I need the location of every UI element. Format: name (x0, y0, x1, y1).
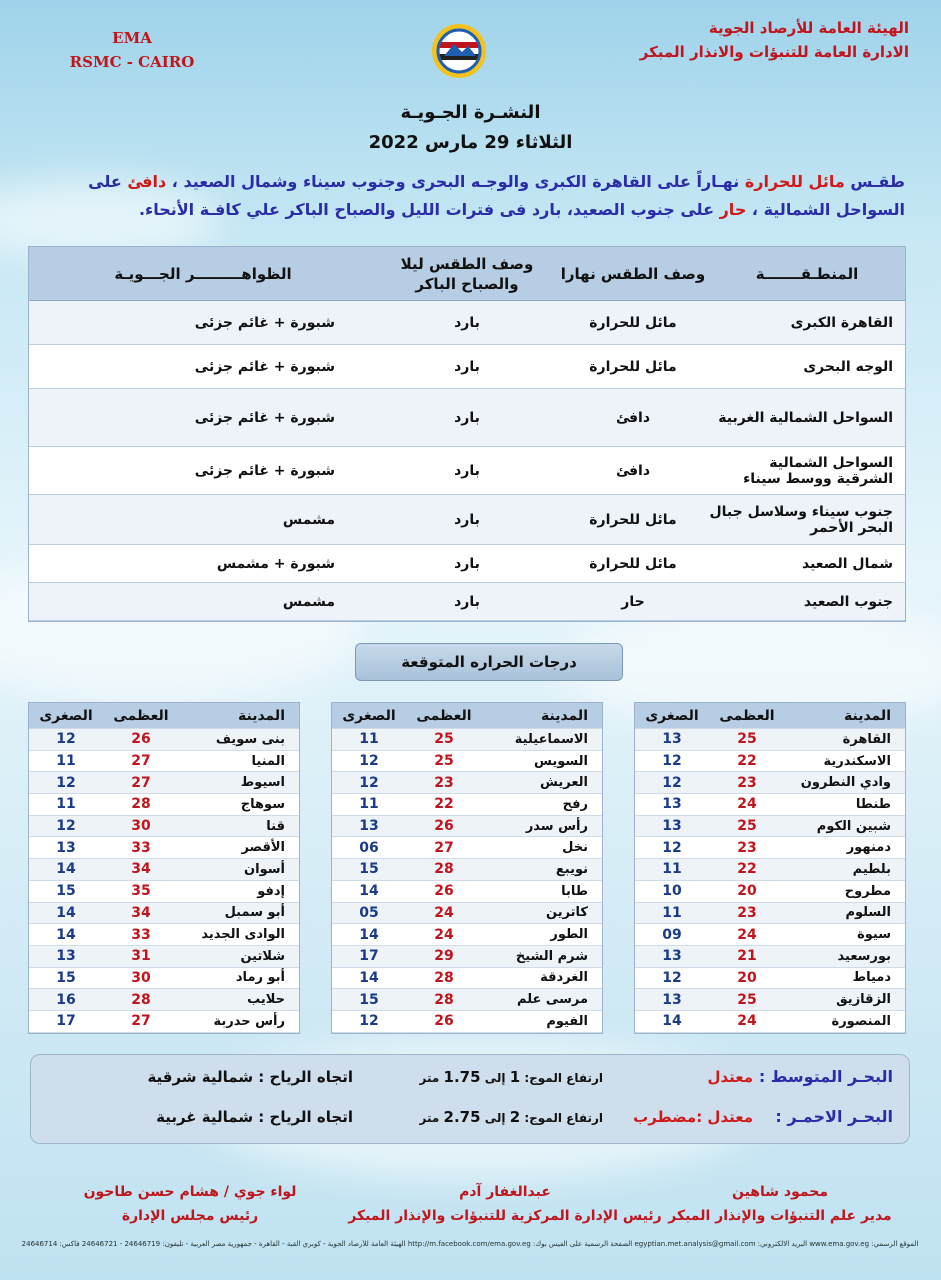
signatory-role: رئيس الإدارة المركزية للتنبؤات والإنذار المبكر (348, 1208, 662, 1224)
max-temp: 23 (737, 774, 757, 791)
sea-med-wind: اتجاه الرياح : شمالية شرقية (147, 1067, 353, 1086)
max-header: العظمى (416, 707, 472, 724)
ema-logo-icon (424, 22, 494, 80)
temp-row (332, 859, 602, 881)
max-temp: 25 (737, 818, 757, 835)
max-temp: 30 (131, 969, 151, 986)
sea-red-wind: اتجاه الرياح : شمالية غربية (156, 1107, 353, 1126)
org-english-header (62, 26, 202, 74)
city-name: شرم الشيخ (515, 948, 588, 964)
summary-highlight: مائل للحرارة (744, 172, 845, 191)
city-name: الأقصر (241, 840, 285, 856)
bulletin-heading: النشـرة الجـويـة (400, 102, 541, 123)
temp-row (29, 989, 299, 1011)
min-header: الصغرى (645, 707, 699, 724)
min-temp: 12 (662, 969, 682, 986)
city-name: الطور (550, 927, 588, 943)
min-temp: 14 (359, 969, 379, 986)
city-name: طابا (561, 883, 588, 899)
city-name: المنصورة (831, 1013, 891, 1029)
temp-row (332, 751, 602, 773)
temp-row (635, 837, 905, 859)
max-temp: 20 (737, 969, 757, 986)
temp-row (635, 881, 905, 903)
temp-header-row (332, 703, 602, 729)
day-cell: مائل للحرارة (589, 358, 677, 375)
max-temp: 24 (434, 926, 454, 943)
city-name: الزقازيق (836, 992, 891, 1008)
max-temp: 21 (737, 948, 757, 965)
min-temp: 13 (662, 818, 682, 835)
city-name: سوهاج (240, 796, 285, 812)
temp-row (332, 881, 602, 903)
summary-text: نهـاراً على القاهرة الكبرى والوجـه البحرى وجنوب سيناء وشمال الصعيد ، (171, 172, 740, 191)
temp-row (29, 903, 299, 925)
max-temp: 28 (434, 969, 454, 986)
city-name: رأس سدر (525, 818, 588, 834)
signatory-name: محمود شاهين (731, 1184, 829, 1200)
temp-row (29, 1011, 299, 1033)
city-name: شلاتين (240, 948, 285, 964)
min-temp: 06 (359, 839, 379, 856)
city-name: الاسكندرية (823, 753, 891, 769)
max-temp: 27 (131, 753, 151, 770)
min-temp: 13 (662, 948, 682, 965)
col-phenomena-header: الظواهـــــــــر الجـــويـة (114, 264, 292, 283)
temp-row (29, 751, 299, 773)
city-name: نخل (562, 840, 588, 856)
wave-label: ارتفاع الموج: (524, 1070, 603, 1085)
min-temp: 11 (359, 731, 379, 748)
min-temp: 11 (662, 904, 682, 921)
phenomena-cell: شبورة + مشمس (216, 555, 335, 572)
city-name: حلايب (247, 992, 285, 1008)
min-temp: 12 (662, 753, 682, 770)
temp-row (29, 881, 299, 903)
temp-row (635, 989, 905, 1011)
regional-forecast-table (28, 246, 906, 622)
city-name: بورسعيد (837, 948, 891, 964)
temp-row (332, 772, 602, 794)
min-temp: 12 (359, 753, 379, 770)
max-temp: 28 (131, 796, 151, 813)
city-name: القاهرة (842, 731, 891, 747)
max-temp: 26 (434, 818, 454, 835)
wave-unit: متر (419, 1110, 440, 1125)
temp-row (635, 816, 905, 838)
signatory-name: عبدالغفار آدم (459, 1184, 551, 1200)
city-name: شبين الكوم (816, 818, 891, 834)
min-temp: 13 (56, 948, 76, 965)
signature-block (330, 1180, 680, 1228)
wave-to: 1.75 (443, 1067, 481, 1086)
region-cell: القاهرة الكبرى (790, 314, 893, 331)
phenomena-cell: شبورة + غائم جزئى (194, 314, 335, 331)
temp-row (29, 837, 299, 859)
min-temp: 15 (359, 991, 379, 1008)
max-temp: 26 (434, 1013, 454, 1030)
min-temp: 12 (662, 839, 682, 856)
min-temp: 13 (662, 991, 682, 1008)
city-header: المدينة (844, 707, 891, 724)
max-temp: 22 (737, 753, 757, 770)
wave-unit: متر (419, 1070, 440, 1085)
temp-row (332, 1011, 602, 1033)
day-cell: مائل للحرارة (589, 555, 677, 572)
max-temp: 23 (737, 839, 757, 856)
wave-to-label: إلى (484, 1070, 506, 1085)
temp-row (29, 794, 299, 816)
temp-header-row (635, 703, 905, 729)
city-name: مرسى علم (517, 992, 588, 1008)
temp-row (29, 924, 299, 946)
city-name: أبو رماد (235, 970, 285, 986)
max-temp: 24 (737, 926, 757, 943)
city-name: وادي النطرون (800, 775, 891, 791)
sea-med-wave (353, 1068, 603, 1086)
region-cell: الوجه البحرى (803, 358, 893, 375)
city-name: طنطا (855, 796, 891, 812)
city-name: الاسماعيلية (514, 731, 588, 747)
max-temp: 28 (434, 861, 454, 878)
temp-row (29, 946, 299, 968)
min-temp: 14 (56, 904, 76, 921)
city-name: الفيوم (546, 1013, 588, 1029)
col-night-header: وصف الطقس ليلا والصباح الباكر (400, 254, 534, 293)
temp-row (332, 924, 602, 946)
temp-row (332, 968, 602, 990)
temp-row (635, 794, 905, 816)
night-cell: بارد (454, 409, 480, 426)
forecast-row (29, 583, 905, 621)
min-temp: 11 (359, 796, 379, 813)
max-temp: 27 (131, 1013, 151, 1030)
max-temp: 33 (131, 926, 151, 943)
max-temp: 24 (737, 796, 757, 813)
min-temp: 13 (56, 839, 76, 856)
city-name: اسيوط (240, 775, 285, 791)
min-temp: 12 (56, 731, 76, 748)
temp-table-south (28, 702, 300, 1034)
temp-row (635, 751, 905, 773)
temperatures-title-label: درجات الحراره المتوقعة (401, 653, 577, 671)
temperatures-section-title (355, 643, 623, 681)
region-cell: السواحل الشمالية الغربية (718, 409, 893, 426)
wave-to-label: إلى (484, 1110, 506, 1125)
min-temp: 12 (56, 818, 76, 835)
forecast-row (29, 495, 905, 545)
temp-row (635, 859, 905, 881)
city-name: رأس حدربة (213, 1013, 285, 1029)
night-cell: بارد (454, 555, 480, 572)
city-name: أبو سمبل (224, 905, 285, 921)
temp-row (29, 729, 299, 751)
min-temp: 11 (662, 861, 682, 878)
city-name: دمياط (852, 970, 891, 986)
temp-row (635, 772, 905, 794)
max-header: العظمى (719, 707, 775, 724)
min-temp: 05 (359, 904, 379, 921)
city-name: إدفو (257, 883, 285, 899)
min-temp: 09 (662, 926, 682, 943)
min-temp: 14 (359, 883, 379, 900)
max-temp: 22 (737, 861, 757, 878)
sea-conditions-box (30, 1054, 910, 1144)
max-temp: 27 (131, 774, 151, 791)
night-cell: بارد (454, 462, 480, 479)
max-temp: 24 (434, 904, 454, 921)
org-abbrev: EMA (112, 29, 152, 47)
temp-row (332, 816, 602, 838)
sea-red-name: البحـر الاحمـر : (775, 1107, 893, 1126)
max-temp: 28 (434, 991, 454, 1008)
max-temp: 27 (434, 839, 454, 856)
max-temp: 35 (131, 883, 151, 900)
rsmc-label: RSMC - CAIRO (69, 53, 195, 71)
region-cell: جنوب الصعيد (803, 593, 893, 610)
temp-table-north (634, 702, 906, 1034)
temp-header-row (29, 703, 299, 729)
sea-red-row (43, 1107, 893, 1126)
temp-row (635, 1011, 905, 1033)
sea-red-state: معتدل :مضطرب (633, 1107, 753, 1126)
night-cell: بارد (454, 358, 480, 375)
forecast-row (29, 389, 905, 447)
city-name: أسوان (244, 861, 285, 877)
phenomena-cell: مشمس (282, 593, 335, 610)
min-temp: 17 (56, 1013, 76, 1030)
max-temp: 23 (434, 774, 454, 791)
day-cell: مائل للحرارة (589, 511, 677, 528)
wave-from: 2 (509, 1107, 521, 1126)
city-name: نويبع (555, 861, 588, 877)
city-name: رفح (562, 796, 588, 812)
max-temp: 34 (131, 904, 151, 921)
max-temp: 31 (131, 948, 151, 965)
summary-highlight: دافئ (127, 172, 167, 191)
temp-row (635, 968, 905, 990)
city-name: دمنهور (846, 840, 891, 856)
org-name-arabic: الهيئة العامة للأرصاد الجوية (708, 19, 909, 37)
wave-from: 1 (509, 1067, 521, 1086)
min-temp: 11 (56, 753, 76, 770)
city-name: بلطيم (852, 861, 891, 877)
city-name: سيوة (857, 927, 891, 943)
temp-row (332, 837, 602, 859)
min-temp: 14 (56, 861, 76, 878)
contact-footer: الموقع الرسمي: www.ema.gov.eg البريد الالكتروني: egyptian.met.analysis@gmail.com الصفحة الرسمية على الفيس بوك: http://m.facebook.com/ema.gov.eg الهيئة العامة للأرصاد الجوية - كوبري القبة - القاهرة - جمهورية مصر العربية - تليفون: 24646719 - 24646721 فاكس: 24646714 (21, 1240, 919, 1248)
phenomena-cell: شبورة + غائم جزئى (194, 462, 335, 479)
city-name: الغردقة (540, 970, 588, 986)
temp-row (29, 859, 299, 881)
min-temp: 12 (359, 774, 379, 791)
min-temp: 14 (56, 926, 76, 943)
max-temp: 25 (434, 753, 454, 770)
temp-row (332, 989, 602, 1011)
weather-summary (60, 168, 905, 224)
min-temp: 15 (56, 883, 76, 900)
city-name: المنيا (251, 753, 285, 769)
min-temp: 12 (359, 1013, 379, 1030)
min-temp: 16 (56, 991, 76, 1008)
max-header: العظمى (113, 707, 169, 724)
summary-text: طقـس (850, 172, 905, 191)
city-header: المدينة (541, 707, 588, 724)
city-name: السويس (534, 753, 588, 769)
signature-block (655, 1180, 905, 1228)
city-header: المدينة (238, 707, 285, 724)
phenomena-cell: شبورة + غائم جزئى (194, 409, 335, 426)
signatory-role: رئيس مجلس الإدارة (121, 1208, 259, 1224)
city-name: بنى سويف (215, 731, 285, 747)
wave-to: 2.75 (443, 1107, 481, 1126)
region-cell: السواحل الشمالية الشرقية ووسط سيناء (743, 454, 893, 487)
summary-highlight: حار (719, 200, 747, 219)
max-temp: 25 (434, 731, 454, 748)
temp-row (635, 729, 905, 751)
max-temp: 25 (737, 731, 757, 748)
wave-label: ارتفاع الموج: (524, 1110, 603, 1125)
min-temp: 10 (662, 883, 682, 900)
city-name: قنا (266, 818, 285, 834)
col-region-header: المنطـقـــــــة (755, 264, 859, 283)
min-temp: 13 (662, 796, 682, 813)
day-cell: دافئ (616, 409, 650, 426)
max-temp: 30 (131, 818, 151, 835)
min-temp: 12 (662, 774, 682, 791)
min-temp: 13 (662, 731, 682, 748)
temp-row (635, 924, 905, 946)
bulletin-date: الثلاثاء 29 مارس 2022 (368, 132, 573, 153)
max-temp: 26 (131, 731, 151, 748)
forecast-row (29, 301, 905, 345)
temp-row (332, 729, 602, 751)
temp-row (332, 903, 602, 925)
city-name: مطروح (844, 883, 891, 899)
max-temp: 29 (434, 948, 454, 965)
sea-med-name: البحـر المتوسط : (758, 1067, 893, 1086)
max-temp: 25 (737, 991, 757, 1008)
night-cell: بارد (454, 511, 480, 528)
temp-row (29, 816, 299, 838)
max-temp: 33 (131, 839, 151, 856)
night-cell: بارد (454, 593, 480, 610)
forecast-row (29, 545, 905, 583)
signatory-name: لواء جوي / هشام حسن طاحون (83, 1184, 297, 1200)
sea-med-state: معتدل (707, 1067, 753, 1086)
min-temp: 12 (56, 774, 76, 791)
temp-row (29, 772, 299, 794)
temp-row (635, 946, 905, 968)
city-name: الوادى الجديد (201, 927, 285, 943)
phenomena-cell: مشمس (282, 511, 335, 528)
summary-text: على السواحل الشمالية ، (88, 172, 905, 219)
min-header: الصغرى (39, 707, 93, 724)
night-cell: بارد (454, 314, 480, 331)
region-cell: جنوب سيناء وسلاسل جبال البحر الأحمر (709, 503, 893, 536)
forecast-row (29, 447, 905, 495)
min-temp: 14 (662, 1013, 682, 1030)
min-temp: 17 (359, 948, 379, 965)
min-temp: 15 (359, 861, 379, 878)
forecast-row (29, 345, 905, 389)
dept-name-arabic: الادارة العامة للتنبؤات والانذار المبكر (639, 43, 909, 61)
phenomena-cell: شبورة + غائم جزئى (194, 358, 335, 375)
city-name: كاترين (546, 905, 588, 921)
min-header: الصغرى (342, 707, 396, 724)
region-cell: شمال الصعيد (802, 555, 893, 572)
signatory-role: مدير علم التنبؤات والإنذار المبكر (668, 1208, 892, 1224)
forecast-header-row (29, 247, 905, 301)
temp-row (635, 903, 905, 925)
city-name: العريش (539, 775, 588, 791)
sea-med-row (43, 1067, 893, 1086)
min-temp: 15 (56, 969, 76, 986)
max-temp: 24 (737, 1013, 757, 1030)
temp-row (332, 794, 602, 816)
temp-row (332, 946, 602, 968)
temp-table-sinai (331, 702, 603, 1034)
org-arabic-header (640, 16, 909, 64)
min-temp: 11 (56, 796, 76, 813)
signature-block (60, 1180, 320, 1228)
day-cell: حار (621, 593, 645, 610)
bulletin-title (0, 98, 941, 158)
col-day-header: وصف الطقس نهارا (560, 264, 706, 283)
max-temp: 28 (131, 991, 151, 1008)
max-temp: 20 (737, 883, 757, 900)
min-temp: 13 (359, 818, 379, 835)
max-temp: 23 (737, 904, 757, 921)
day-cell: مائل للحرارة (589, 314, 677, 331)
sea-red-wave (353, 1108, 603, 1126)
temp-row (29, 968, 299, 990)
summary-text: على جنوب الصعيد، بارد فى فترات الليل والصباح الباكر علي كافـة الأنحاء. (138, 200, 715, 219)
max-temp: 26 (434, 883, 454, 900)
min-temp: 14 (359, 926, 379, 943)
day-cell: دافئ (616, 462, 650, 479)
city-name: السلوم (845, 905, 891, 921)
max-temp: 34 (131, 861, 151, 878)
max-temp: 22 (434, 796, 454, 813)
